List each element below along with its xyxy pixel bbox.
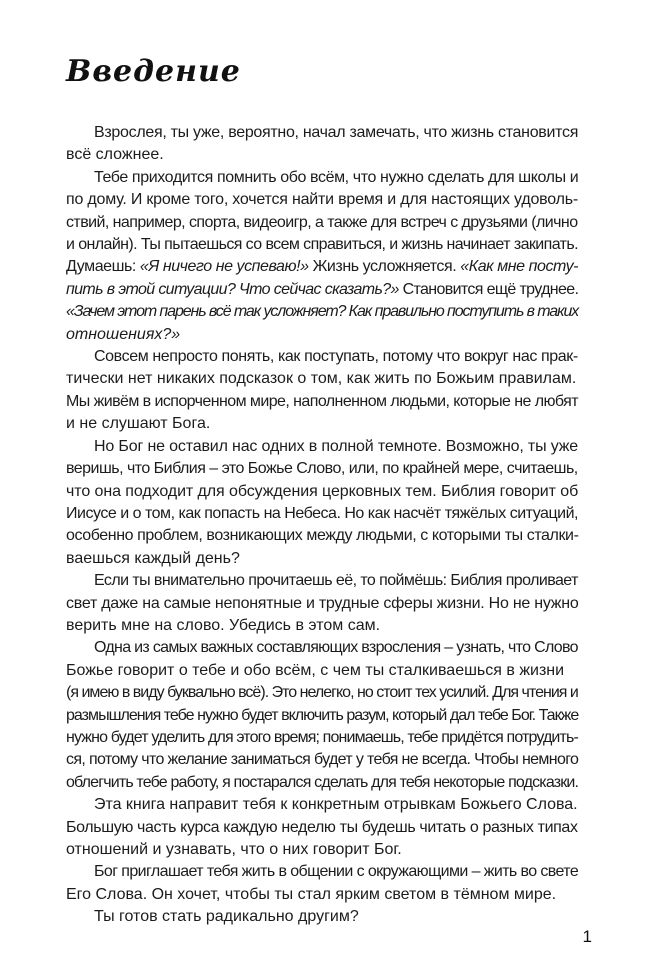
paragraph xyxy=(66,436,578,570)
page-number: 1 xyxy=(582,927,592,946)
text-line xyxy=(66,458,578,480)
text-line xyxy=(66,884,578,906)
text: Иисусе и о том, как попасть на Небеса. Но как насчёт тяжёлых ситуаций, xyxy=(66,504,578,522)
text-line xyxy=(66,368,578,390)
italic-text: пить в этой ситуации? Что сейчас сказать?» xyxy=(66,280,399,298)
text-line xyxy=(66,391,578,413)
text: и онлайн). Ты пытаешься со всем справиться, и жизнь начинает закипать. xyxy=(66,236,579,254)
text-line xyxy=(66,682,578,704)
text: Думаешь: xyxy=(66,258,140,276)
paragraph xyxy=(66,906,578,928)
text: Тебе приходится помнить обо всём, что нужно сделать для школы и xyxy=(94,168,579,186)
text-line xyxy=(66,189,578,211)
text: свет даже на самые непонятные и трудные сферы жизни. Но не нужно xyxy=(66,594,579,612)
text: Его Слова. Он хочет, чтобы ты стал ярким светом в тёмном мире. xyxy=(66,885,557,903)
text-line xyxy=(66,481,578,503)
text: ствий, например, спорта, видеоигр, а также для встреч с друзьями (лично xyxy=(66,213,578,231)
text: тически нет никаких подсказок о том, как жить по Божьим правилам. xyxy=(66,370,577,388)
text: Мы живём в испорченном мире, наполненном людьми, которые не любят xyxy=(66,392,578,410)
text: Эта книга направит тебя к конкретным отрывкам Божьего Слова. xyxy=(94,796,578,814)
text: Взрослея, ты уже, вероятно, начал замечать, что жизнь становится xyxy=(94,124,579,141)
text: ваешься каждый день? xyxy=(66,549,240,567)
text-line xyxy=(66,346,578,368)
page-title: Введение xyxy=(66,54,241,89)
text: Ты готов стать радикально другим? xyxy=(94,908,359,926)
text: облегчить тебе работу, я постарался сделать для тебя некоторые подсказки. xyxy=(66,773,579,791)
text: Если ты внимательно прочитаешь её, то поймёшь: Библия проливает xyxy=(94,572,578,590)
text-line xyxy=(66,413,578,435)
paragraph xyxy=(66,861,578,906)
text-line xyxy=(66,839,578,861)
text-line xyxy=(66,548,578,570)
text-line xyxy=(66,570,578,592)
text-line xyxy=(66,256,578,278)
text-line xyxy=(66,301,578,323)
text-line xyxy=(66,906,578,928)
text-line xyxy=(66,144,578,166)
paragraph xyxy=(66,794,578,861)
text: Большую часть курса каждую неделю ты будешь читать о разных типах xyxy=(66,818,578,836)
text-line xyxy=(66,122,578,144)
paragraph xyxy=(66,122,578,167)
italic-text: «Как мне посту- xyxy=(460,258,579,276)
italic-text: «Зачем этот парень всё так усложняет? Как правильно поступить в таких xyxy=(66,303,579,321)
paragraph xyxy=(66,167,578,346)
text: по дому. И кроме того, хочется найти время и для настоящих удоволь- xyxy=(66,191,578,209)
text-line xyxy=(66,436,578,458)
paragraph xyxy=(66,570,578,637)
text: нужно будет уделить для этого время; понимаешь, тебе придётся потрудить- xyxy=(66,728,578,746)
text-line xyxy=(66,861,578,883)
text-line xyxy=(66,660,578,682)
paragraph xyxy=(66,637,578,794)
body-text xyxy=(66,122,578,929)
text-line xyxy=(66,637,578,659)
text-line xyxy=(66,727,578,749)
text: отношений и узнавать, что о них говорит Бог. xyxy=(66,841,402,858)
text: Жизнь усложняется. xyxy=(308,258,461,276)
text: ся, потому что желание заниматься будет у тебя не всегда. Чтобы немного xyxy=(66,751,579,769)
text-line xyxy=(66,503,578,525)
text-line xyxy=(66,279,578,301)
text: (я имею в виду буквально всё). Это нелегко, но стоит тех усилий. Для чтения и xyxy=(66,684,578,702)
text-line xyxy=(66,772,578,794)
text: Божье говорит о тебе и обо всём, с чем ты сталкиваешься в жизни xyxy=(66,661,565,679)
text-line xyxy=(66,705,578,727)
text: Совсем непросто понять, как поступать, потому что вокруг нас прак- xyxy=(94,348,578,366)
text-line xyxy=(66,593,578,615)
paragraph xyxy=(66,346,578,436)
italic-text: отношениях?» xyxy=(66,325,181,343)
text: и не слушают Бога. xyxy=(66,415,211,433)
text: Но Бог не оставил нас одних в полной темноте. Возможно, ты уже xyxy=(94,437,579,455)
italic-text: «Я ничего не успеваю!» xyxy=(139,258,309,276)
text: Бог приглашает тебя жить в общении с окружающими – жить во свете xyxy=(94,863,579,881)
text-line xyxy=(66,525,578,547)
text: всё сложнее. xyxy=(66,146,164,164)
text-line xyxy=(66,212,578,234)
text: особенно проблем, возникающих между людьми, с которыми ты сталки- xyxy=(66,527,579,545)
text: Одна из самых важных составляющих взросления – узнать, что Слово xyxy=(94,639,578,657)
text-line xyxy=(66,167,578,189)
text-line xyxy=(66,817,578,839)
text: размышления тебе нужно будет включить разум, который дал тебе Бог. Также xyxy=(66,706,579,724)
text-line xyxy=(66,615,578,637)
text: верить мне на слово. Убедись в этом сам. xyxy=(66,616,381,634)
text-line xyxy=(66,749,578,771)
text-line xyxy=(66,234,578,256)
text: что она подходит для обсуждения церковных тем. Библия говорит об xyxy=(66,482,579,500)
text-line xyxy=(66,324,578,346)
text: веришь, что Библия – это Божье Слово, или, по крайней мере, считаешь, xyxy=(66,460,578,478)
text-line xyxy=(66,794,578,816)
text: Становится ещё труднее. xyxy=(398,280,579,298)
